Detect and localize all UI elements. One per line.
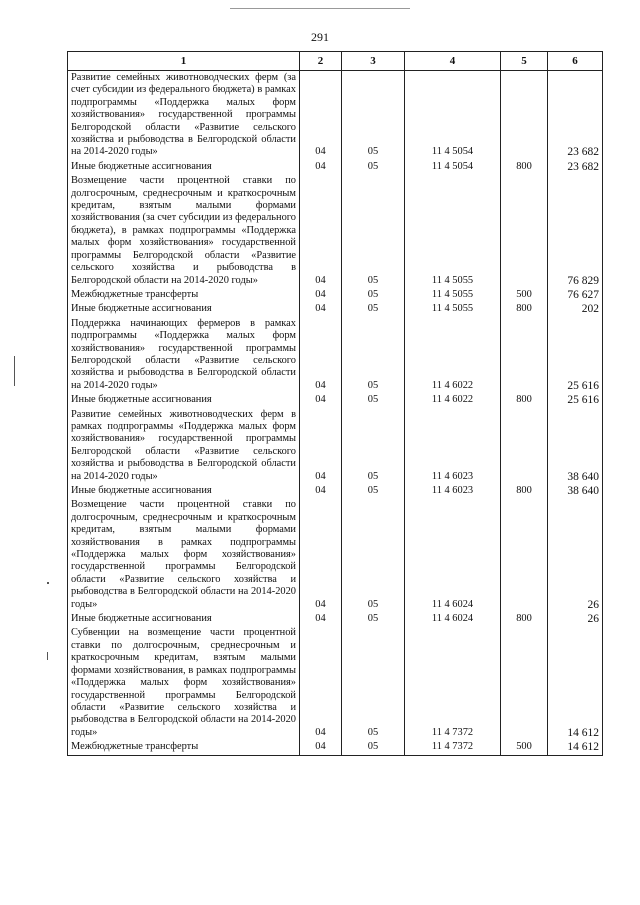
row-description: Возмещение части процентной ставки по долгосрочным, среднесрочным и краткосрочным кредитам, взятым малыми формами хозяйствования (за счет субсидии из федерального бюджета), в рамках подпрограммы «Поддержка малых форм хозяйствования» государственной программы Белгородской области «Развитие сельского хозяйства и рыбоводства в Белгородской области на 2014-2020 годы» <box>68 174 300 288</box>
cell-c6: 38 640 <box>548 484 603 498</box>
cell-c6: 76 627 <box>548 288 603 302</box>
cell-c3: 05 <box>342 498 405 612</box>
table-row <box>68 740 603 755</box>
cell-c6: 76 829 <box>548 174 603 288</box>
cell-c6: 14 612 <box>548 740 603 755</box>
cell-c4: 11 4 5055 <box>405 174 501 288</box>
cell-c6: 38 640 <box>548 408 603 484</box>
cell-c4: 11 4 7372 <box>405 626 501 740</box>
cell-c2: 04 <box>300 160 342 174</box>
cell-c5 <box>501 498 548 612</box>
cell-c3: 05 <box>342 626 405 740</box>
row-description: Субвенции на возмещение части процентной ставки по долгосрочным, среднесрочным и краткосрочным кредитам, взятым малыми формами хозяйствования, в рамках подпрограммы «Поддержка малых форм хозяйствования» государственной программы Белгородской области «Развитие сельского хозяйства и рыбоводства в Белгородской области на 2014-2020 годы» <box>68 626 300 740</box>
cell-c5 <box>501 174 548 288</box>
cell-c2: 04 <box>300 288 342 302</box>
cell-c4: 11 4 6024 <box>405 612 501 626</box>
cell-c2: 04 <box>300 626 342 740</box>
budget-table <box>67 51 603 756</box>
cell-c5 <box>501 317 548 393</box>
cell-c4: 11 4 6022 <box>405 317 501 393</box>
table-row <box>68 317 603 393</box>
row-description: Развитие семейных животноводческих ферм (за счет субсидии из федерального бюджета) в рамках подпрограммы «Поддержка малых форм хозяйствования» государственной программы Белгородской области «Развитие сельского хозяйства и рыбоводства в Белгородской области на 2014-2020 годы» <box>68 71 300 160</box>
table-row <box>68 408 603 484</box>
row-description: Возмещение части процентной ставки по долгосрочным, среднесрочным и краткосрочным кредитам, взятым малыми формами хозяйствования в рамках подпрограммы «Поддержка малых форм хозяйствования» государственной программы Белгородской области «Развитие сельского хозяйства и рыбоводства в Белгородской области на 2014-2020 годы» <box>68 498 300 612</box>
table-row <box>68 612 603 626</box>
cell-c3: 05 <box>342 71 405 160</box>
cell-c6: 23 682 <box>548 71 603 160</box>
cell-c5: 800 <box>501 393 548 407</box>
page-number: 291 <box>311 30 329 44</box>
table-row <box>68 498 603 612</box>
cell-c2: 04 <box>300 317 342 393</box>
cell-c5: 500 <box>501 288 548 302</box>
row-description: Иные бюджетные ассигнования <box>68 160 300 174</box>
column-header: 5 <box>501 52 548 71</box>
cell-c3: 05 <box>342 317 405 393</box>
row-description: Развитие семейных животноводческих ферм в рамках подпрограммы «Поддержка малых форм хозяйствования» государственной программы Белгородской области «Развитие сельского хозяйства и рыбоводства в Белгородской области на 2014-2020 годы» <box>68 408 300 484</box>
cell-c3: 05 <box>342 160 405 174</box>
top-rule <box>230 8 410 9</box>
cell-c2: 04 <box>300 498 342 612</box>
column-header: 2 <box>300 52 342 71</box>
scan-mark <box>47 652 48 660</box>
cell-c3: 05 <box>342 174 405 288</box>
cell-c2: 04 <box>300 484 342 498</box>
cell-c2: 04 <box>300 740 342 755</box>
cell-c5: 800 <box>501 612 548 626</box>
cell-c3: 05 <box>342 393 405 407</box>
cell-c4: 11 4 7372 <box>405 740 501 755</box>
row-description: Иные бюджетные ассигнования <box>68 612 300 626</box>
cell-c4: 11 4 6023 <box>405 484 501 498</box>
cell-c2: 04 <box>300 408 342 484</box>
cell-c3: 05 <box>342 408 405 484</box>
cell-c6: 14 612 <box>548 626 603 740</box>
cell-c3: 05 <box>342 484 405 498</box>
cell-c5: 800 <box>501 484 548 498</box>
table-row <box>68 393 603 407</box>
table-row <box>68 484 603 498</box>
cell-c4: 11 4 5054 <box>405 71 501 160</box>
cell-c5: 800 <box>501 302 548 316</box>
cell-c6: 202 <box>548 302 603 316</box>
table-row <box>68 302 603 316</box>
cell-c2: 04 <box>300 393 342 407</box>
row-description: Иные бюджетные ассигнования <box>68 484 300 498</box>
column-header: 1 <box>68 52 300 71</box>
cell-c4: 11 4 6023 <box>405 408 501 484</box>
cell-c5: 500 <box>501 740 548 755</box>
table-row <box>68 626 603 740</box>
cell-c6: 25 616 <box>548 317 603 393</box>
column-header: 4 <box>405 52 501 71</box>
cell-c2: 04 <box>300 174 342 288</box>
scan-mark <box>14 356 15 386</box>
cell-c4: 11 4 6024 <box>405 498 501 612</box>
table-header-row <box>68 52 603 71</box>
row-description: Иные бюджетные ассигнования <box>68 393 300 407</box>
cell-c4: 11 4 5055 <box>405 288 501 302</box>
cell-c5 <box>501 626 548 740</box>
cell-c4: 11 4 5055 <box>405 302 501 316</box>
table-row <box>68 174 603 288</box>
column-header: 6 <box>548 52 603 71</box>
cell-c5 <box>501 408 548 484</box>
cell-c6: 26 <box>548 498 603 612</box>
cell-c3: 05 <box>342 302 405 316</box>
row-description: Межбюджетные трансферты <box>68 288 300 302</box>
cell-c4: 11 4 6022 <box>405 393 501 407</box>
cell-c3: 05 <box>342 612 405 626</box>
cell-c5: 800 <box>501 160 548 174</box>
table-row <box>68 288 603 302</box>
row-description: Межбюджетные трансферты <box>68 740 300 755</box>
column-header: 3 <box>342 52 405 71</box>
cell-c6: 23 682 <box>548 160 603 174</box>
row-description: Иные бюджетные ассигнования <box>68 302 300 316</box>
cell-c2: 04 <box>300 612 342 626</box>
row-description: Поддержка начинающих фермеров в рамках подпрограммы «Поддержка малых форм хозяйствования» государственной программы Белгородской области «Развитие сельского хозяйства и рыбоводства в Белгородской области на 2014-2020 годы» <box>68 317 300 393</box>
table-row <box>68 71 603 160</box>
cell-c2: 04 <box>300 302 342 316</box>
cell-c5 <box>501 71 548 160</box>
cell-c6: 26 <box>548 612 603 626</box>
cell-c4: 11 4 5054 <box>405 160 501 174</box>
cell-c3: 05 <box>342 740 405 755</box>
scan-mark <box>47 582 49 584</box>
cell-c3: 05 <box>342 288 405 302</box>
table-row <box>68 160 603 174</box>
cell-c6: 25 616 <box>548 393 603 407</box>
cell-c2: 04 <box>300 71 342 160</box>
